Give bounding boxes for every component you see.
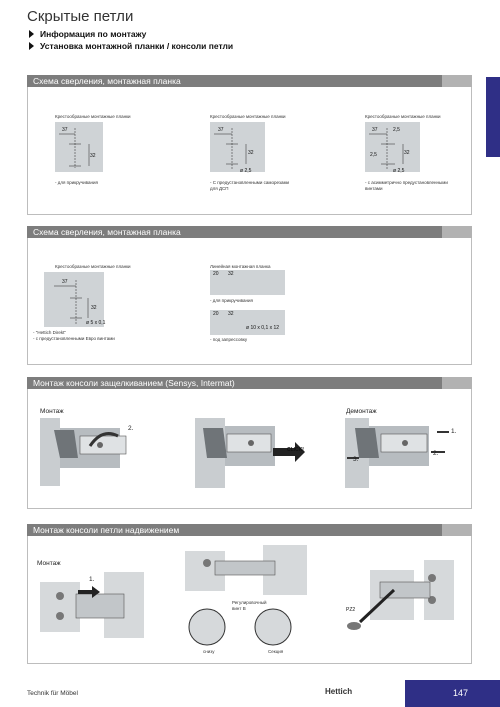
dimension-label: 32: [90, 153, 96, 159]
step-number: 2.: [128, 425, 134, 432]
step-number: 2.: [433, 450, 439, 457]
step-number: 1.: [89, 576, 95, 583]
dismounting-label: Демонтаж: [346, 408, 377, 415]
dimension-label: 32: [248, 150, 254, 156]
dimension-label: 37: [62, 127, 68, 133]
mounting-label: Монтаж: [40, 408, 64, 415]
dimension-label: 20: [213, 311, 219, 317]
brand-logo: Hettich: [325, 687, 353, 696]
diagram-note: - под запрессовку: [210, 337, 248, 342]
side-tab-marker: [486, 77, 500, 157]
step-number: 3.: [353, 456, 359, 463]
dimension-label: ø 2,5: [393, 168, 405, 174]
diagram-note: - "Hettich Direkt": [33, 330, 66, 335]
dimension-label: 32: [404, 150, 410, 156]
section-header: Монтаж консоли петли надвижением: [27, 524, 472, 536]
dimension-label: 37: [62, 279, 68, 285]
dimension-label: ø 10 x 0,1 x 12: [246, 325, 280, 331]
section-header: Схема сверления, монтажная планка: [27, 75, 472, 87]
dimension-label: 2,5: [370, 152, 377, 158]
dimension-label: 37: [218, 127, 224, 133]
click-label: CLICK!: [287, 447, 304, 453]
drilling-diagram: [44, 272, 104, 327]
footer-text: Technik für Möbel: [27, 690, 78, 697]
hinge-illustration: [195, 418, 305, 498]
dimension-label: ø 5 x 0,1: [86, 320, 106, 326]
step-number: 1.: [451, 428, 457, 435]
detail-label: снизу: [203, 649, 215, 654]
bullet-item: Информация по монтажу: [29, 29, 146, 39]
dimension-label: 32: [91, 305, 97, 311]
diagram-caption: Крестообразные монтажные планки: [210, 114, 286, 119]
hinge-illustration: [40, 572, 150, 642]
diagram-note: - с асимметрично предустановленными винтами: [365, 180, 448, 191]
dimension-label: 32: [228, 311, 234, 317]
dimension-label: 20: [213, 271, 219, 277]
section-header: Схема сверления, монтажная планка: [27, 226, 472, 238]
mounting-plate-diagram: [210, 310, 285, 335]
diagram-note: - для прикручивания: [210, 298, 253, 303]
dimension-label: 37: [372, 127, 378, 133]
bullet-item: Установка монтажной планки / консоли петли: [29, 41, 233, 51]
dimension-label: ø 2,5: [240, 168, 252, 174]
diagram-caption: Крестообразные монтажные планки: [55, 114, 131, 119]
diagram-note: - с предустановленными Евро винтами: [33, 336, 115, 341]
mounting-label: Монтаж: [37, 560, 61, 567]
diagram-caption: Крестообразные монтажные планки: [365, 114, 441, 119]
drilling-lines: [44, 272, 104, 327]
triangle-icon: [29, 42, 34, 50]
dimension-label: 32: [228, 271, 234, 277]
section-header: Монтаж консоли защелкиванием (Sensys, Intermat): [27, 377, 472, 389]
page-title: Скрытые петли: [27, 8, 134, 25]
page-number: 147: [453, 688, 469, 698]
dimension-label: 2,5: [393, 127, 400, 133]
tool-label: PZ2: [346, 607, 356, 613]
diagram-caption: Крестообразные монтажные планки: [55, 264, 131, 269]
hinge-illustration: [345, 418, 455, 498]
diagram-note: - для прикручивания: [55, 180, 98, 185]
triangle-icon: [29, 30, 34, 38]
mounting-plate-diagram: [210, 270, 285, 295]
screw-label: Регулировочный винт B: [232, 600, 267, 611]
hinge-illustration: [340, 560, 460, 640]
hinge-illustration: [40, 418, 150, 498]
diagram-caption: Линейная монтажная планка: [210, 264, 271, 269]
detail-label: Секция: [268, 649, 284, 654]
diagram-note: - С предустановленными саморезами для ДСП: [210, 180, 290, 191]
